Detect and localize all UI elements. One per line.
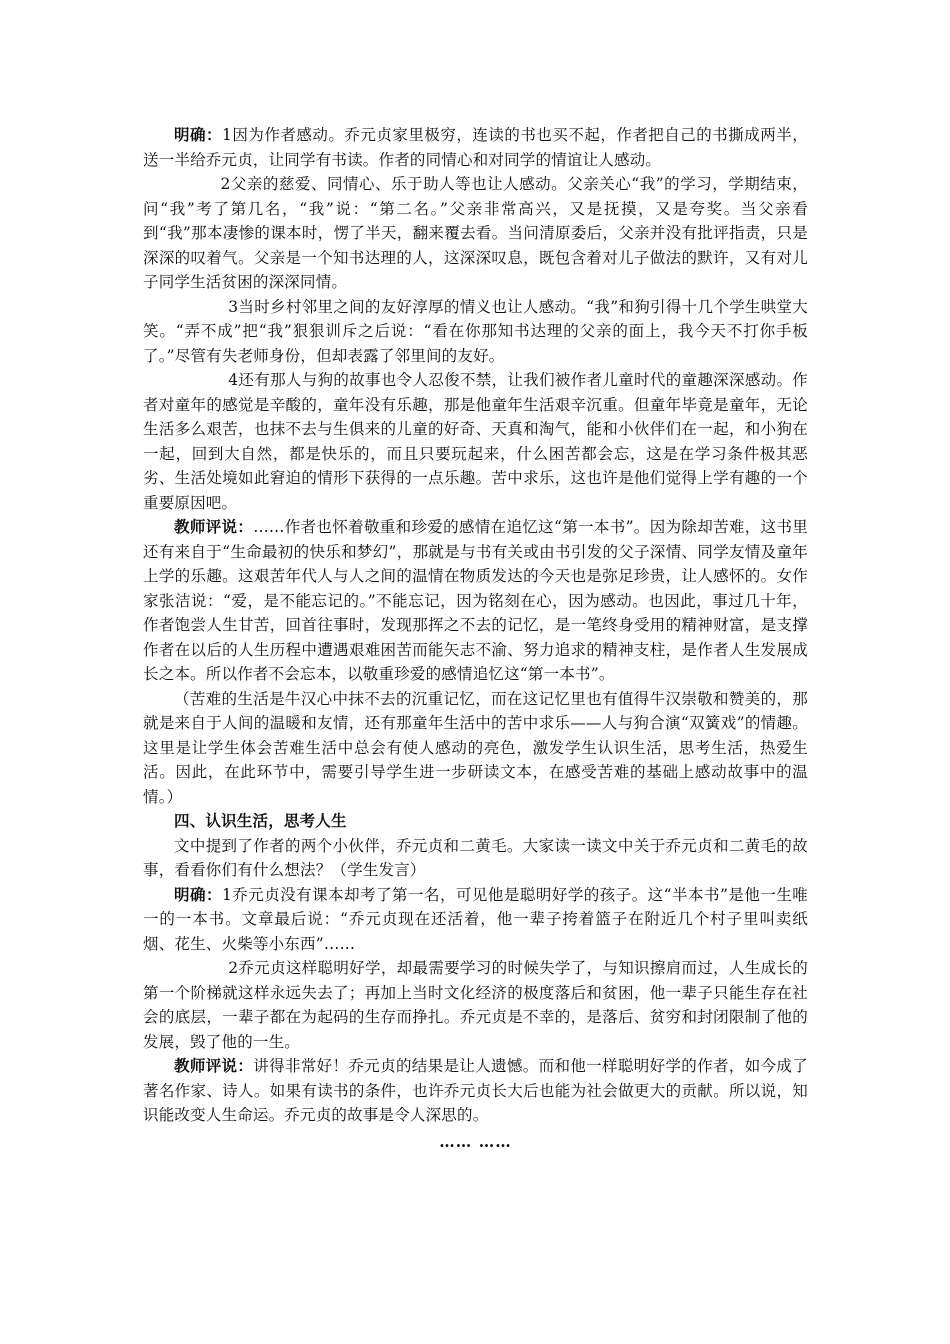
paragraph-teacher-comment-2 <box>143 1054 808 1128</box>
paragraph-text: 1乔元贞没有课本却考了第一名，可见他是聪明好学的孩子。这“半本书”是他一生唯一的一本书。文章最后说：“乔元贞现在还活着，他一辈子挎着篮子在附近几个村子里叫卖纸烟、花生、火柴等小东西”…… <box>143 885 808 953</box>
paragraph-text: 讲得非常好！乔元贞的结果是让人遗憾。而和他一样聪明好学的作者，如今成了著名作家、诗人。如果有读书的条件，也许乔元贞长大后也能为社会做更大的贡献。所以说，知识能改变人生命运。乔元贞的故事是令人深思的。 <box>143 1057 808 1124</box>
paragraph-text: 1因为作者感动。乔元贞家里极穷，连读的书也买不起，作者把自己的书撕成两半，送一半给乔元贞，让同学有书读。作者的同情心和对同学的情谊让人感动。 <box>143 126 808 169</box>
label-clarify: 明确： <box>174 125 222 144</box>
paragraph-intro: 文中提到了作者的两个小伙伴，乔元贞和二黄毛。大家读一读文中关于乔元贞和二黄毛的故事，看看你们有什么想法？（学生发言） <box>143 836 808 879</box>
document-body <box>143 123 808 1154</box>
paragraph-clarify-1 <box>143 123 808 172</box>
paragraph-clarify-2 <box>143 883 808 957</box>
label-clarify: 明确： <box>174 884 222 904</box>
paragraph-point-2: 2父亲的慈爱、同情心、乐于助人等也让人感动。父亲关心“我”的学习，学期结束，问“我”考了第几名，“我”说：“第二名。”父亲非常高兴，又是抚摸，又是夸奖。当父亲看到“我”那本凄惨的课本时，愣了半天，翻来覆去看。当问清原委后，父亲并没有批评指责，只是深深的叹着气。父亲是一个知书达理的人，这深深叹息，既包含着对儿子做法的默许，又有对儿子同学生活贫困的深深同情。 <box>143 175 808 291</box>
paragraph-point-4: 4还有那人与狗的故事也令人忍俊不禁，让我们被作者儿童时代的童趣深深感动。作者对童年的感觉是辛酸的，童年没有乐趣，那是他童年生活艰辛沉重。但童年毕竟是童年，无论生活多么艰苦，也抹不去与生俱来的儿童的好奇、天真和淘气，能和小伙伴们在一起，和小狗在一起，回到大自然，都是快乐的，而且只要玩起来，什么困苦都会忘，这是在学习条件极其恶劣、生活处境如此窘迫的情形下获得的一点乐趣。苦中求乐，这也许是他们觉得上学有趣的一个重要原因吧。 <box>143 371 808 512</box>
paragraph-text: ……作者也怀着敬重和珍爱的感情在追忆这“第一本书”。因为除却苦难，这书里还有来自于“生命最初的快乐和梦幻”，那就是与书有关或由书引发的父子深情、同学友情及童年上学的乐趣。这艰苦年代人与人之间的温情在物质发达的今天也是弥足珍贵，让人感怀的。女作家张洁说：“爱，是不能忘记的。”不能忘记，因为铭刻在心，因为感动。也因此，事过几十年，作者饱尝人生甘苦，回首往事时，发现那挥之不去的记忆，是一笔终身受用的精神财富，是支撑作者在以后的人生历程中遭遇艰难困苦而能矢志不渝、努力追求的精神支柱，是作者人生发展成长之本。所以作者不会忘本，以敬重珍爱的感情追忆这“第一本书”。 <box>143 518 808 683</box>
paragraph-point-2b: 2乔元贞这样聪明好学，却最需要学习的时候失学了，与知识擦肩而过，人生成长的第一个阶梯就这样永远失去了；再加上当时文化经济的极度落后和贫困，他一辈子只能生存在社会的底层，一辈子都在为起码的生存而挣扎。乔元贞是不幸的，是落后、贫穷和封闭限制了他的发展，毁了他的一生。 <box>143 959 808 1051</box>
closing-ellipsis: …… …… <box>439 1131 512 1151</box>
paragraph-teacher-comment-1 <box>143 515 808 687</box>
label-teacher-comment: 教师评说： <box>174 517 254 536</box>
paragraph-point-3: 3当时乡村邻里之间的友好淳厚的情义也让人感动。“我”和狗引得十几个学生哄堂大笑。“弄不成”把“我”狠狠训斥之后说：“看在你那知书达理的父亲的面上，我今天不打你手板了。”尽管有失老师身份，但却表露了邻里间的友好。 <box>143 297 808 365</box>
section-heading: 四、认识生活，思考人生 <box>174 811 347 830</box>
paragraph-note: （苦难的生活是牛汉心中抹不去的沉重记忆，而在这记忆里也有值得牛汉崇敬和赞美的，那就是来自于人间的温暖和友情，还有那童年生活中的苦中求乐——人与狗合演“双簧戏”的情趣。这里是让学生体会苦难生活中总会有使人感动的亮色，激发学生认识生活，思考生活，热爱生活。因此，在此环节中，需要引导学生进一步研读文本，在感受苦难的基础上感动故事中的温情。） <box>143 689 808 806</box>
label-teacher-comment: 教师评说： <box>174 1056 254 1075</box>
